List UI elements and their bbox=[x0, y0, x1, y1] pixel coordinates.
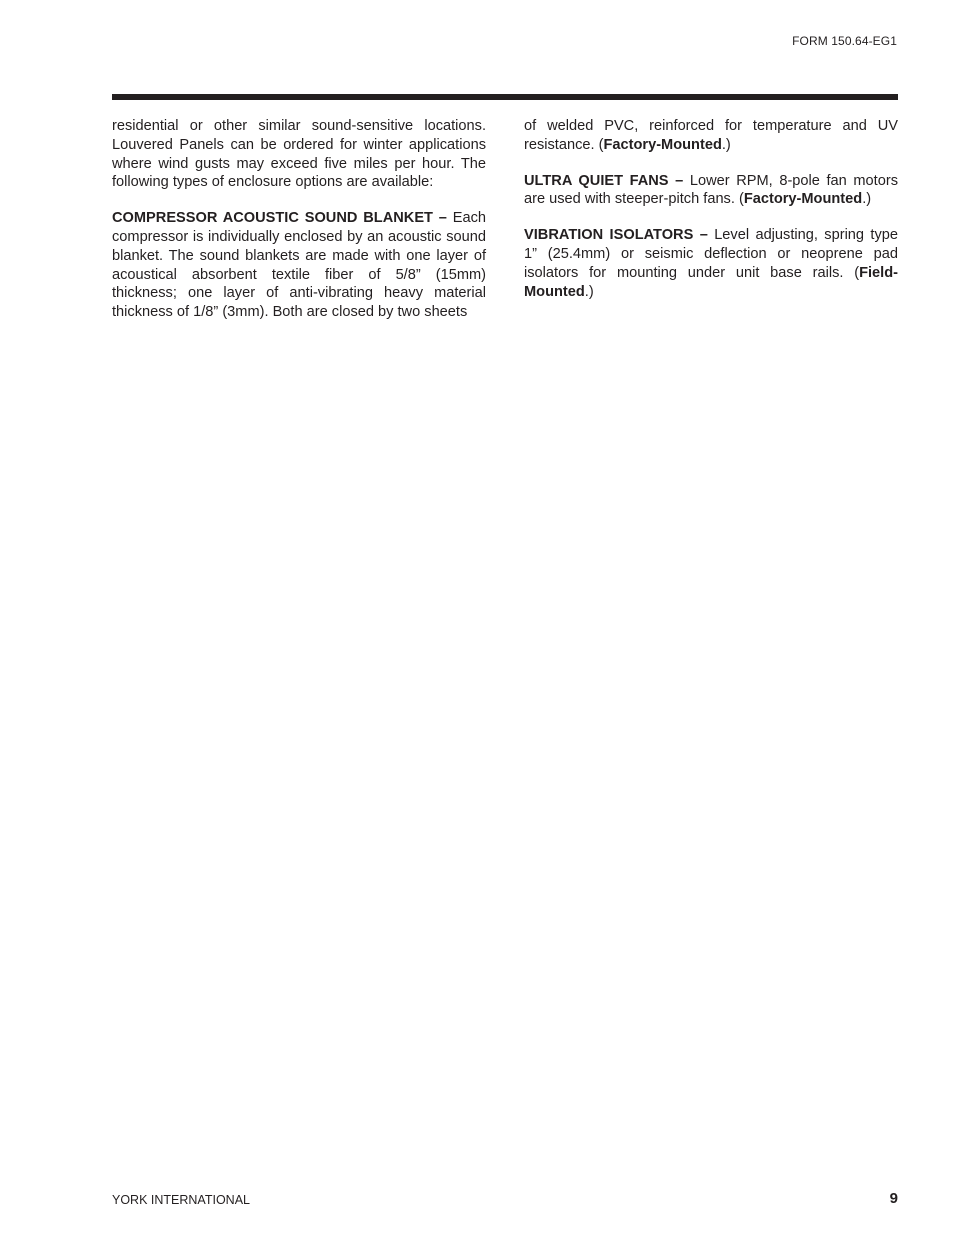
continuation-paragraph bbox=[524, 117, 898, 155]
fans-end: .) bbox=[862, 191, 872, 208]
fans-mount-note: Factory-Mounted bbox=[743, 191, 863, 208]
isolators-paragraph bbox=[524, 226, 898, 301]
intro-paragraph bbox=[112, 117, 486, 192]
continuation-end: .) bbox=[721, 136, 731, 153]
continuation-mount-note: Factory-Mounted bbox=[603, 136, 722, 153]
footer-company: YORK INTERNATIONAL bbox=[112, 1193, 250, 1207]
header-rule bbox=[112, 94, 898, 100]
blanket-heading: COMPRESSOR ACOUSTIC SOUND BLANKET – bbox=[112, 210, 447, 227]
intro-text: residential or other similar sound-sensitive locations. Louvered Panels can be ordered for winter applications where wind gusts may exceed five miles per hour. The following types of enclosure options are available: bbox=[112, 118, 486, 191]
fans-text: Lower RPM, 8-pole fan motors are used with steeper-pitch fans. ( bbox=[524, 172, 898, 208]
isolators-mount-note: Field-Mounted bbox=[524, 264, 898, 300]
isolators-text: Level adjusting, spring type 1” (25.4mm) or seismic deflection or neoprene pad isolators for mounting under unit base rails. ( bbox=[524, 227, 898, 281]
page-number: 9 bbox=[889, 1190, 898, 1207]
left-column bbox=[112, 117, 486, 339]
isolators-heading: VIBRATION ISOLATORS – bbox=[524, 227, 708, 244]
isolators-end: .) bbox=[584, 283, 594, 300]
blanket-paragraph bbox=[112, 209, 486, 322]
blanket-text: Each compressor is individually enclosed by an acoustic sound blanket. The sound blankets are made with one layer of acoustical absorbent textile fiber of 5/8” (15mm) thickness; one layer of anti-vibrating heavy material thickness of 1/8” (3mm). Both are closed by two sheets bbox=[112, 210, 486, 321]
fans-paragraph bbox=[524, 172, 898, 210]
fans-heading: ULTRA QUIET FANS – bbox=[524, 172, 684, 189]
continuation-text: of welded PVC, reinforced for temperature and UV resistance. ( bbox=[524, 118, 898, 153]
form-number: FORM 150.64-EG1 bbox=[792, 34, 897, 48]
right-column bbox=[524, 117, 898, 318]
